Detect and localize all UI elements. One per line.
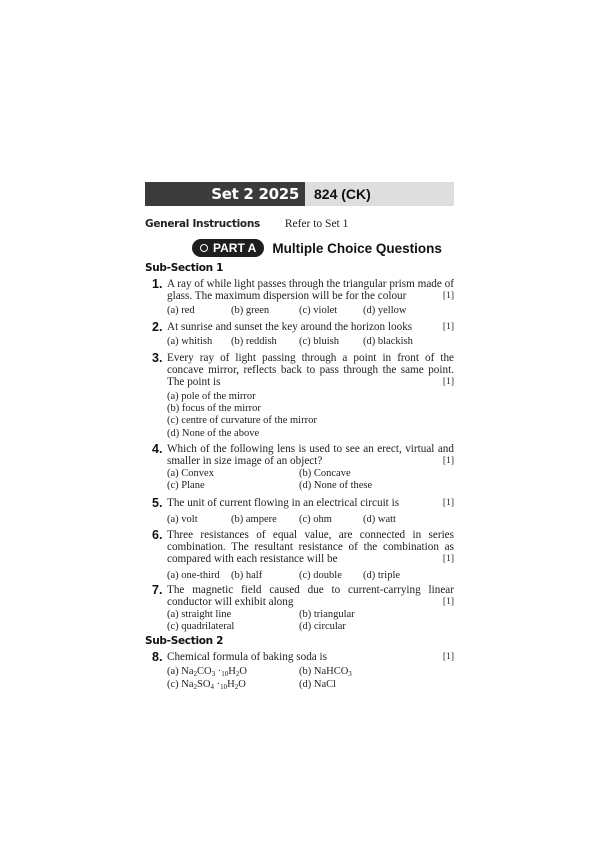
mark-label: [1] bbox=[442, 597, 454, 608]
set-label: Set 2 2025 bbox=[145, 182, 305, 206]
option-a: (a) red bbox=[167, 305, 195, 317]
question-5 bbox=[148, 497, 454, 528]
option-b: (b) NaHCO$_3$ bbox=[299, 666, 352, 679]
question-3 bbox=[148, 352, 454, 440]
question-text: The magnetic field caused due to current-carrying linear conductor will exhibit along bbox=[167, 584, 454, 609]
option-c: (c) $Na_2SO_4 \cdot_{10}H_2O$ bbox=[167, 679, 246, 692]
question-number: 6. bbox=[152, 528, 163, 542]
option-d: (d) yellow bbox=[363, 305, 407, 317]
question-7 bbox=[148, 584, 454, 633]
option-c: (c) centre of curvature of the mirror bbox=[167, 415, 317, 427]
subsection-heading: Sub-Section 1 bbox=[145, 262, 224, 274]
bullet-icon bbox=[200, 244, 208, 252]
mark-label: [1] bbox=[442, 652, 454, 662]
part-heading bbox=[192, 239, 442, 257]
question-number: 5. bbox=[152, 496, 163, 510]
question-text: The unit of current flowing in an electrical circuit is bbox=[167, 497, 400, 509]
option-d: (d) watt bbox=[363, 514, 396, 526]
subsection-heading: Sub-Section 2 bbox=[145, 635, 224, 647]
option-a: (a) Convex bbox=[167, 468, 214, 480]
question-text: A ray of while light passes through the triangular prism made of glass. The maximum dispersion will be for the colour bbox=[167, 278, 454, 303]
option-d: (d) None of these bbox=[299, 480, 373, 492]
mark-label: [1] bbox=[442, 377, 454, 388]
question-4 bbox=[148, 443, 454, 492]
question-text: At sunrise and sunset the key around the horizon looks bbox=[167, 321, 413, 333]
option-c: (c) double bbox=[299, 569, 342, 581]
option-c: (c) violet bbox=[299, 305, 338, 317]
general-instructions-label: General Instructions bbox=[145, 218, 260, 230]
option-a: (a) pole of the mirror bbox=[167, 390, 256, 402]
option-b: (b) green bbox=[231, 305, 270, 317]
option-b: (b) reddish bbox=[231, 336, 277, 348]
part-badge bbox=[192, 239, 264, 257]
option-d: (d) NaCl bbox=[299, 679, 337, 691]
question-number: 3. bbox=[152, 351, 163, 365]
option-d: (d) triple bbox=[363, 569, 401, 581]
option-b: (b) focus of the mirror bbox=[167, 402, 261, 414]
question-6 bbox=[148, 529, 454, 584]
option-a: (a) straight line bbox=[167, 609, 232, 621]
part-badge-label: PART A bbox=[213, 241, 257, 255]
option-b: (b) half bbox=[231, 569, 263, 581]
question-text: Chemical formula of baking soda is bbox=[167, 651, 328, 663]
mark-label: [1] bbox=[442, 498, 454, 508]
question-2 bbox=[148, 321, 454, 350]
option-b: (b) ampere bbox=[231, 514, 277, 526]
question-text: Three resistances of equal value, are connected in series combination. The resultant resistance of the combination as compared with each resistance will be bbox=[167, 529, 454, 566]
question-number: 1. bbox=[152, 277, 163, 291]
question-number: 8. bbox=[152, 650, 163, 664]
option-a: (a) one-third bbox=[167, 569, 220, 581]
part-title: Multiple Choice Questions bbox=[272, 240, 442, 256]
general-instructions bbox=[145, 218, 348, 230]
question-number: 4. bbox=[152, 442, 163, 456]
question-text: Every ray of light passing through a point in front of the concave mirror, reflects back to pass through the same point. The point is bbox=[167, 352, 454, 389]
option-b: (b) triangular bbox=[299, 609, 355, 621]
mark-label: [1] bbox=[442, 456, 454, 467]
option-d: (d) blackish bbox=[363, 336, 413, 348]
option-d: (d) None of the above bbox=[167, 427, 260, 439]
paper-code: 824 (CK) bbox=[305, 182, 454, 206]
option-c: (c) quadrilateral bbox=[167, 621, 235, 633]
option-c: (c) ohm bbox=[299, 514, 332, 526]
mark-label: [1] bbox=[442, 554, 454, 565]
set-banner bbox=[145, 182, 454, 206]
option-a: (a) whitish bbox=[167, 336, 213, 348]
option-c: (c) Plane bbox=[167, 480, 205, 492]
option-a: (a) volt bbox=[167, 514, 198, 526]
mark-label: [1] bbox=[442, 322, 454, 332]
question-text: Which of the following lens is used to see an erect, virtual and smaller in size image of an object? bbox=[167, 443, 454, 468]
question-number: 2. bbox=[152, 320, 163, 334]
question-number: 7. bbox=[152, 583, 163, 597]
question-1 bbox=[148, 278, 454, 319]
question-8 bbox=[148, 651, 454, 692]
option-c: (c) bluish bbox=[299, 336, 339, 348]
mark-label: [1] bbox=[442, 291, 454, 302]
option-d: (d) circular bbox=[299, 621, 346, 633]
general-instructions-value: Refer to Set 1 bbox=[284, 218, 349, 230]
option-b: (b) Concave bbox=[299, 468, 351, 480]
option-a: (a) $Na_2CO_3 \cdot_{10}H_2O$ bbox=[167, 666, 247, 679]
